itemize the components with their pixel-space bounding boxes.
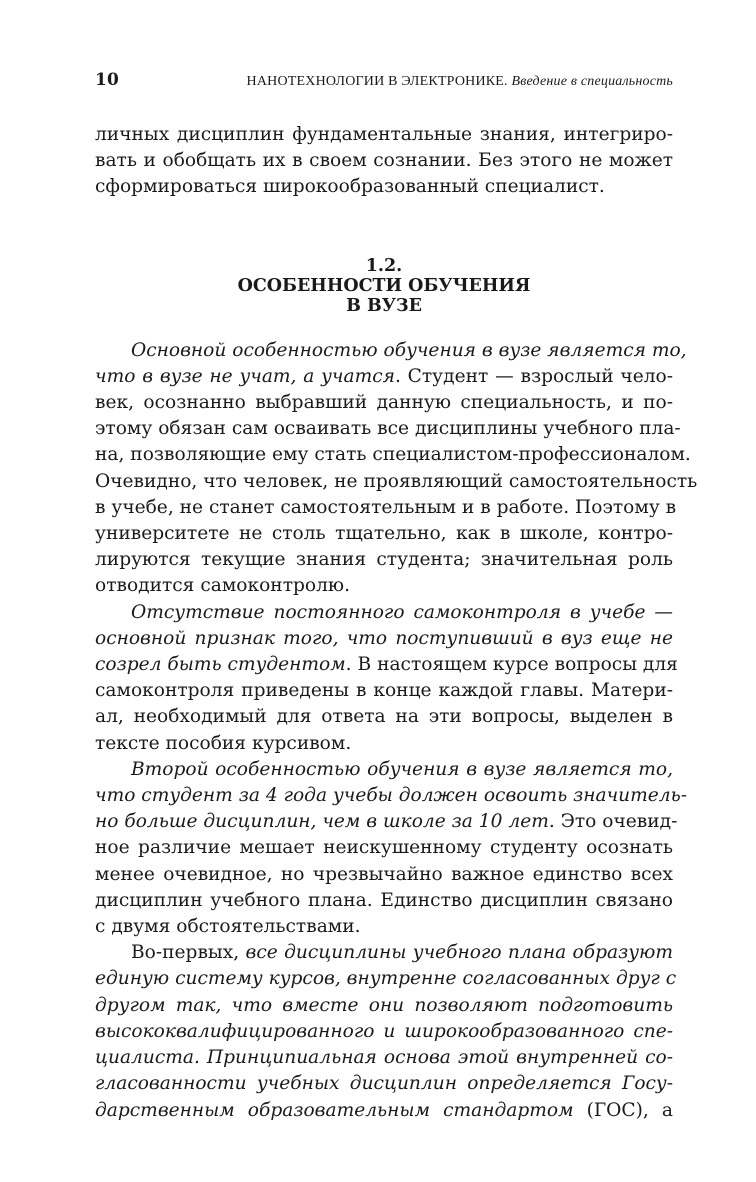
text-line: вать и обобщать их в своем сознании. Без этого не может [95,150,673,172]
running-header [95,70,673,104]
page-number: 10 [95,70,120,90]
text-line [95,1019,673,1045]
text-line: Во-первых, все дисциплины учебного плана образуют [131,942,674,964]
emphasis: основной признак того, что поступивший в вуз еще не [95,627,673,649]
emphasis: Отсутствие постоянного самоконтроля в учебе — [131,601,673,623]
book-subtitle: Введение в специальность [511,74,673,89]
section-title-line: ОСОБЕННОСТИ ОБУЧЕНИЯ [237,275,531,296]
text-line [95,1045,673,1071]
running-title [247,74,673,90]
text-line [95,626,673,652]
section-title-line: В ВУЗЕ [346,295,422,316]
paragraph-4 [95,940,677,1123]
section-heading [95,256,673,316]
text-line [95,600,673,626]
text-line: самоконтроля приведены в конце каждой главы. Матери- [95,680,673,702]
text-line [95,783,687,809]
emphasis: единую систему курсов, внутренне согласованных друг с [95,968,677,990]
text-line: ное различие мешает неискушенному студенту осознать [95,837,673,859]
book-title: НАНОТЕХНОЛОГИИ В ЭЛЕКТРОНИКЕ. [246,74,508,89]
emphasis: что в вузе не учат, а учатся [95,365,395,387]
emphasis: высококвалифицированного и широкообразованного спе- [95,1020,673,1042]
text-line: дарственным образовательным стандартом (ГОС), а [95,1099,674,1121]
emphasis: гласованности учебных дисциплин определяется Госу- [95,1073,673,1095]
text-line: в учебе, не станет самостоятельным и в работе. Поэтому в [95,496,677,518]
text-line: что в вузе не учат, а учатся. Студент — взрослый чело- [95,365,673,387]
text-line: с двумя обстоятельствами. [95,916,361,938]
text-line: на, позволяющие ему стать специалистом-профессионалом. [95,444,691,466]
text-line [95,1071,673,1097]
text-line: век, осознанно выбравший данную специальность, и по- [95,392,673,414]
text-line: лируются текущие знания студента; значительная роль [95,549,673,571]
text-line: университете не столь тщательно, как в школе, контро- [95,523,673,545]
text-line [95,966,677,992]
text-line: сформироваться широкообразованный специалист. [95,176,605,198]
section-number: 1.2. [365,255,403,276]
emphasis: Второй особенностью обучения в вузе является то, [131,758,673,780]
text-line [95,757,673,783]
text-line [95,338,687,364]
emphasis: но больше дисциплин, чем в школе за 10 лет [95,811,549,833]
text-line: но больше дисциплин, чем в школе за 10 лет. Это очевид- [95,811,678,833]
text-line: ал, необходимый для ответа на эти вопросы, выделен в [95,706,673,728]
emphasis: Основной особенностью обучения в вузе является то, [131,339,687,361]
paragraph-1 [95,338,698,600]
emphasis: циалиста. Принципиальная основа этой внутренней со- [95,1047,673,1069]
text-line: отводится самоконтролю. [95,575,350,597]
emphasis: созрел быть студентом [95,654,346,676]
emphasis: все дисциплины учебного плана образуют [245,942,674,964]
paragraph-3 [95,757,687,940]
emphasis: что студент за 4 года учебы должен освоить значитель- [95,785,687,807]
emphasis: дарственным образовательным стандартом [95,1099,574,1121]
paragraph-2 [95,600,678,757]
intro-paragraph [95,122,673,201]
text-line: менее очевидное, но чрезвычайно важное единство всех [95,863,673,885]
text-line: тексте пособия курсивом. [95,732,352,754]
text-line: этому обязан сам осваивать все дисциплины учебного пла- [95,418,681,440]
text-line: созрел быть студентом. В настоящем курсе вопросы для [95,654,678,676]
text-line: Очевидно, что человек, не проявляющий самостоятельность [95,470,698,492]
text-line [95,993,673,1019]
emphasis: другом так, что вместе они позволяют подготовить [95,994,673,1016]
text-line: дисциплин учебного плана. Единство дисциплин связано [95,889,673,911]
book-page [95,70,698,1124]
text-line: личных дисциплин фундаментальные знания, интегриро- [95,124,673,145]
